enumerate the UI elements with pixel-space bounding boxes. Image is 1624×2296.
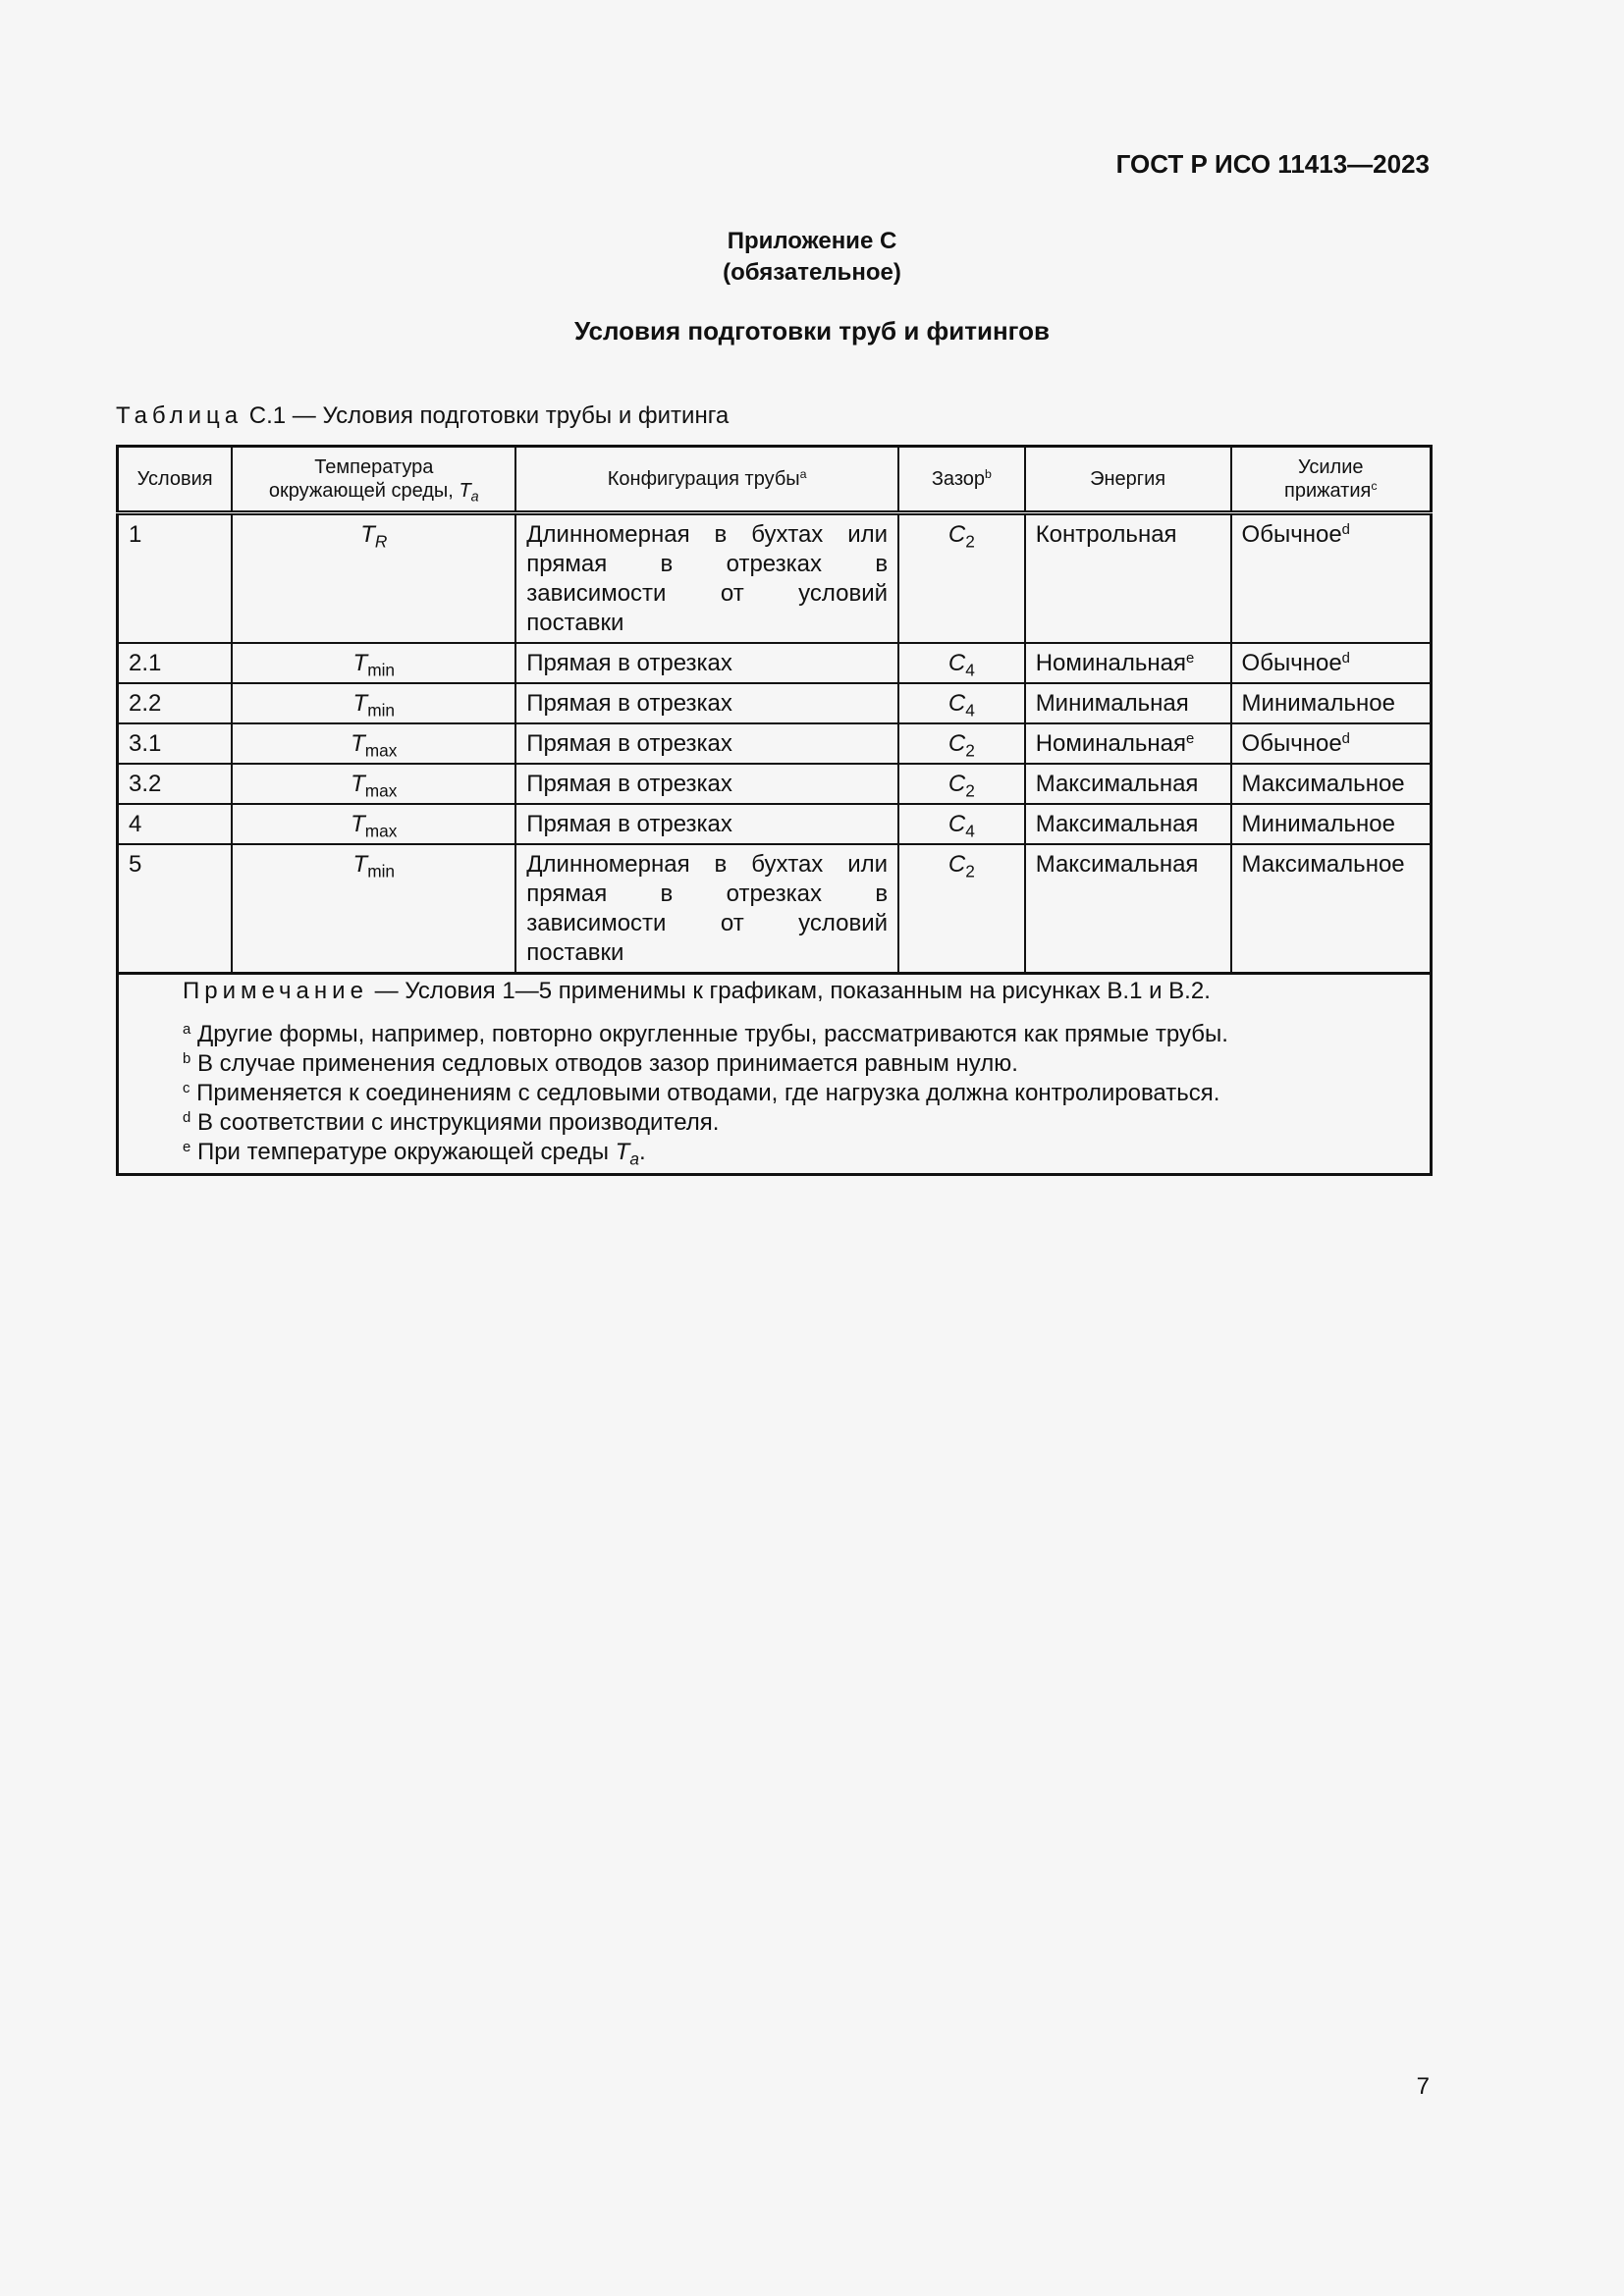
- table-row: [118, 764, 1432, 804]
- standard-header: ГОСТ Р ИСО 11413—2023: [1115, 149, 1430, 179]
- footnote-a: $^a$ Другие формы, например, повторно округленные трубы, рассматриваются как прямые трубы.: [183, 1021, 1228, 1047]
- cell-pipe-configuration: Длинномерная в бухтах или прямая в отрезках в зависимости от условий поставки: [515, 513, 898, 644]
- cell-condition-id: 5: [118, 844, 233, 974]
- cell-clamping-force: Максимальное: [1231, 844, 1432, 974]
- cell-temperature: $T_{max}$: [232, 723, 515, 764]
- annex-heading: [0, 226, 1624, 289]
- table-row: [118, 804, 1432, 844]
- cell-condition-id: 1: [118, 513, 233, 644]
- annex-title: Приложение С: [727, 228, 897, 254]
- cell-gap: $C_2$: [898, 513, 1025, 644]
- cell-clamping-force: Обычное$^d$: [1231, 513, 1432, 644]
- cell-temperature: $T_{min}$: [232, 844, 515, 974]
- cell-energy: Контрольная: [1025, 513, 1231, 644]
- header-gap: Зазор$^b$: [898, 447, 1025, 513]
- cell-gap: $C_4$: [898, 643, 1025, 683]
- page-number: 7: [1416, 2073, 1430, 2100]
- cell-clamping-force: Минимальное: [1231, 683, 1432, 723]
- cell-condition-id: 2.1: [118, 643, 233, 683]
- table-notes: [118, 974, 1432, 1175]
- table-row: [118, 513, 1432, 644]
- table-caption: [116, 402, 729, 430]
- header-pipe-configuration: Конфигурация трубы$^a$: [515, 447, 898, 513]
- cell-condition-id: 3.2: [118, 764, 233, 804]
- cell-temperature: $T_R$: [232, 513, 515, 644]
- cell-energy: Максимальная: [1025, 844, 1231, 974]
- cell-temperature: $T_{min}$: [232, 683, 515, 723]
- annex-status: (обязательное): [723, 259, 901, 286]
- cell-pipe-configuration: Прямая в отрезках: [515, 683, 898, 723]
- table-row: [118, 683, 1432, 723]
- header-clamping-force: Усилие прижатия$^c$: [1231, 447, 1432, 513]
- cell-energy: Максимальная: [1025, 804, 1231, 844]
- cell-pipe-configuration: Длинномерная в бухтах или прямая в отрезках в зависимости от условий поставки: [515, 844, 898, 974]
- header-energy: Энергия: [1025, 447, 1231, 513]
- cell-gap: $C_2$: [898, 723, 1025, 764]
- table-notes-row: [118, 974, 1432, 1175]
- cell-clamping-force: Минимальное: [1231, 804, 1432, 844]
- cell-pipe-configuration: Прямая в отрезках: [515, 764, 898, 804]
- footnote-c: $^c$ Применяется к соединениям с седловыми отводами, где нагрузка должна контролироваться.: [183, 1080, 1220, 1106]
- cell-temperature: $T_{max}$: [232, 764, 515, 804]
- table-header-row: [118, 447, 1432, 513]
- cell-condition-id: 2.2: [118, 683, 233, 723]
- table-caption-text: С.1 — Условия подготовки трубы и фитинга: [248, 402, 730, 429]
- table-row: [118, 723, 1432, 764]
- footnote-d: $^d$ В соответствии с инструкциями производителя.: [183, 1109, 720, 1136]
- table-row: [118, 844, 1432, 974]
- footnote-b: $^b$ В случае применения седловых отводов зазор принимается равным нулю.: [183, 1050, 1018, 1077]
- header-conditions: Условия: [118, 447, 233, 513]
- header-temperature: Температура окружающей среды, $T_a$: [232, 447, 515, 513]
- cell-pipe-configuration: Прямая в отрезках: [515, 643, 898, 683]
- conditions-table: [116, 445, 1433, 1176]
- cell-temperature: $T_{max}$: [232, 804, 515, 844]
- cell-energy: Номинальная$^e$: [1025, 643, 1231, 683]
- table-note: Примечание — Условия 1—5 применимы к графикам, показанным на рисунках В.1 и В.2.: [183, 978, 1211, 1004]
- cell-gap: $C_4$: [898, 804, 1025, 844]
- section-title: Условия подготовки труб и фитингов: [573, 316, 1051, 346]
- cell-gap: $C_2$: [898, 844, 1025, 974]
- table-row: [118, 643, 1432, 683]
- cell-clamping-force: Обычное$^d$: [1231, 643, 1432, 683]
- cell-clamping-force: Максимальное: [1231, 764, 1432, 804]
- table-caption-label: Таблица: [116, 402, 244, 429]
- cell-condition-id: 3.1: [118, 723, 233, 764]
- cell-energy: Минимальная: [1025, 683, 1231, 723]
- cell-pipe-configuration: Прямая в отрезках: [515, 723, 898, 764]
- cell-temperature: $T_{min}$: [232, 643, 515, 683]
- cell-gap: $C_4$: [898, 683, 1025, 723]
- cell-clamping-force: Обычное$^d$: [1231, 723, 1432, 764]
- cell-gap: $C_2$: [898, 764, 1025, 804]
- cell-energy: Максимальная: [1025, 764, 1231, 804]
- cell-pipe-configuration: Прямая в отрезках: [515, 804, 898, 844]
- cell-energy: Номинальная$^e$: [1025, 723, 1231, 764]
- footnote-e: $^e$ При температуре окружающей среды $T_a$.: [183, 1139, 646, 1169]
- cell-condition-id: 4: [118, 804, 233, 844]
